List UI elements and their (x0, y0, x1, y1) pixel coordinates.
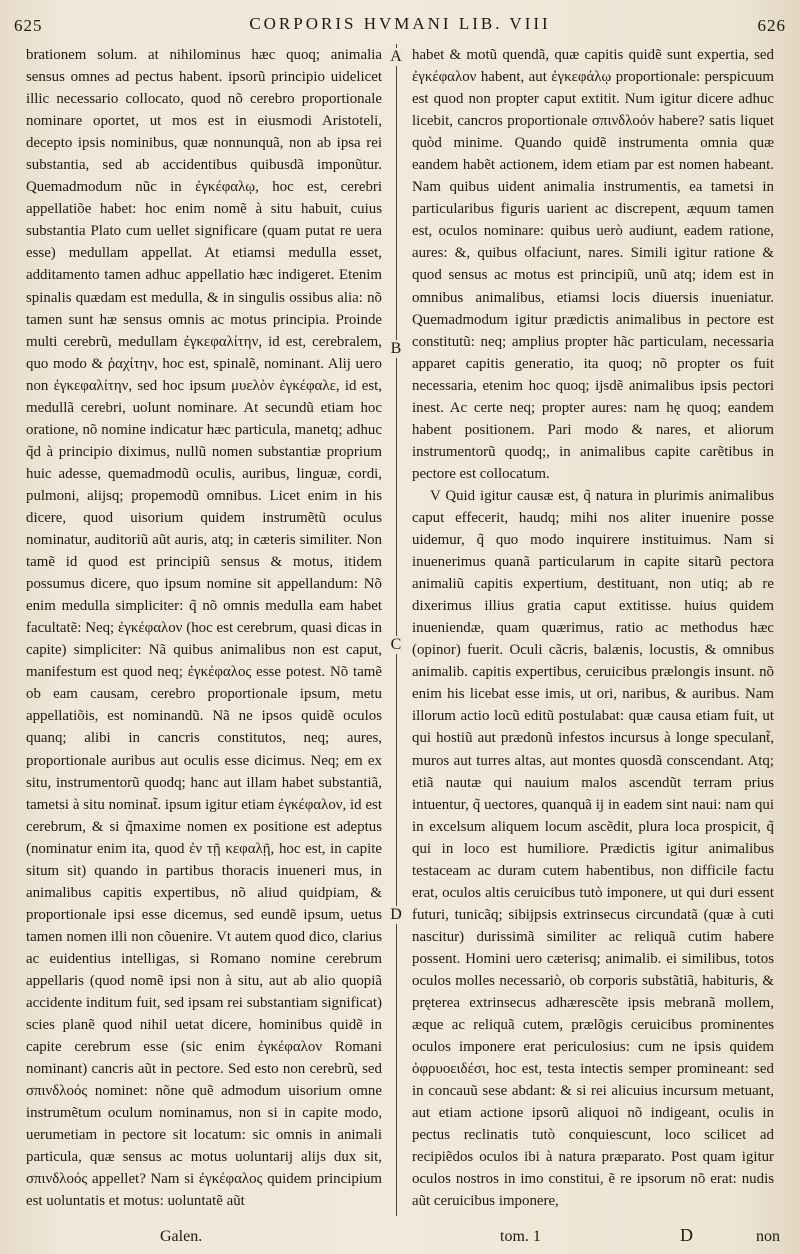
left-column-text: brationem solum. at nihilominus hæc quoq; animalia sensus omnes ad pectus habent. ipsorũ principio uidelicet illic necessario collocato, quod nõ cerebro proportionale nominare oportet, ut mos est in eiusmodi Aristoteli, decepto ipsis nominibus, quæ nonnunquã, non ab ipsa rei substantia, sed ab accidentibus quibusdã imponũtur. Quemadmodum nũc in ἐγκέφαλῳ, hoc est, cerebri appellatiõe habet: hoc enim nomẽ à situ habuit, cuius substantia Plato cum uellet significare (quam putat re uera esse) medullam appellat. At etiamsi medulla esset, additamento tamen adhuc appellatio hæc indigeret. Etenim spinalis quædam est medulla, & in singulis ossibus alia: nõ tamen sunt hæ sensus omnis ac motus principia. Proinde multi cerebrũ, medullam ἐγκεφαλίτην, id est, cerebralem, quo modo & ῥαχίτην, hoc est, spinalẽ, nominant. Alij uero non ἐγκεφαλίτην, sed hoc ipsum μυελὸν ἐγκέφαλε, id est, medullã cerebri, uolunt nominare. At secundũ etiam hoc oratione, nõ nomine indicatur hæc particula, manetq; adhuc q̃d à principio diximus, nullũ nomen substantiæ proprium huic adesse, quemadmodũ oculis, auribus, linguæ, cordi, pulmoni, alijsq; propemodũ omnibus. Licet enim in his dicere, quod uisorium quidem instrumẽtũ oculus nominatur, auditoriũ aũt auris, atq; in cæteris similiter. Non tamẽ id quod est principiũ sensus & motus, itidem possumus dicere, quo ipsum nomine sit appellandum: Nõ enim medulla simpliciter: q̃ nõ omnis medulla eam habet facultatẽ: Neq; ἐγκέφαλον (hoc est cerebrum, quasi dicas in capite) simpliciter: Nã quibus animalibus non est caput, manifestum est quod neq; ἐγκέφαλος esse potest. Nõ tamẽ ob eam causam, cerebro proportionale ipsum, metu appellatiõis, est nominandũ. Nã ne ipsos quidẽ oculos quanq; alibi in cancris constitutos, neq; aures, proportionale auribus aut oculis esse dicimus. Neq; em ex situ, instrumentorũ quodq; hanc aut illam habet substantiã, tametsi à situ nominat̃. ipsum igitur etiam ἐγκέφαλον, id est cerebrum, & si q̃maxime nomen ex positione est adeptus (nominatur enim ita, quod ἐν τῇ κεφαλῇ, hoc est, in capite situm sit) quando in partibus thoracis inueneri mus, in animalibus capitis expertibus, nõ aliud quidpiam, & proportionale ipsi esse dicemus, sed eundẽ ipsum, uetus tamen nomen illi non cõuenire. Vt autem quod dico, clarius ac euidentius intelligas, si Romano nomine cerebrum appellaris (quod nomẽ ipsi non à situ, aut ab alio quopiã accidente inditum fuit, sed ipsam rei substantiam significat) scies planẽ quod nihil uetat dicere, hominibus quidẽ in capite cerebrum esse (sic enim ἐγκέφαλον Romani nominant) cancris aũt in pectore. Sed esto non cerebrũ, sed σπινδλοός nominet: nõne quẽ admodum uisorium omne instrumẽtum oculum nominamus, non si in capite modo, uerumetiam in pectore sit locatum: sic omnis in animali particula, quæ sensus ac motus uoluntarij alijs dux sit, σπινδλοός appellet? Nam si ἐγκέφαλος quidem principium est uoluntatis et motus: uoluntatẽ aũt (26, 47, 382, 1210)
right-column (412, 44, 774, 1212)
margin-letter-b: B (388, 340, 404, 358)
column-divider (396, 44, 397, 1216)
left-column (26, 44, 382, 1212)
right-column-text-1: habet & motũ quendã, quæ capitis quidẽ sunt expertia, sed ἐγκέφαλον habent, aut ἐγκεφάλῳ proportionale: perspicuum est quod non propter caput extitit. Num igitur dicere adhuc licebit, cancros proportionale σπινδλοόν habere? satis liquet quòd minime. Quando quidẽ instrumenta omnia quæ eandem habẽt actionem, idem etiam par est nomen habeant. Nam quibus uident animalia instrumentis, ea tametsi in particularibus figuris uarient ac discrepent, æquum tamen est, oculos nominare: quibus uerò audiunt, eadem ratione, aures: &, quibus olfaciunt, nares. Simili igitur ratione & quod sensus ac motus est principiũ, unũ atq; idem est in omnibus animalibus, etiamsi locis diuersis inueniatur. Quemadmodum igitur prædictis animalibus in pectore est constitutũ: neq; amplius propter hãc particulam, necessaria apparet capitis generatio, ita quoq; nõ propter os fuit necessaria, etenim hoc quoq; ijsdẽ animalibus ipsis pectori inest. Ac certe neq; propter aures: nam hę quoq; eandem habent positionem. Pari modo & nares, et aliorum instrumentorũ quodq;, in animalibus capite carẽtibus in pectore est collocatum. (412, 47, 774, 482)
running-foot: Galen. (160, 1228, 203, 1245)
page-number-left: 625 (14, 16, 43, 35)
signature-mark: D (680, 1225, 693, 1245)
right-column-text-2: V Quid igitur causæ est, q̃ natura in plurimis animalibus caput effecerit, haudq; mihi nos aliter inuenire posse uidemur, q̃ quo modo inquirere instituimus. Nam si inuenerimus quanã particularum in capite sitarũ pectora animaliũ capitis expertium, destituant, non utiq; ab re dixerimus illius gratia caput extitisse. huius quidem inueniendæ, quam quærimus, ratio ac methodus hæc (opinor) fuerit. Oculi cãcris, balænis, locustis, & omnibus animalib. capitis expertibus, ceruicibus prælongis insunt. nõ enim his licebat esse imis, ut ori, naribus, & auribus. Nam illorum actio locũ editũ postulabat: quæ causa etiam fuit, ut qui hostiũ aut prædonũ infestos incursus à longe speculant̃, muros aut turres altas, aut montes quosdã conscendant. Atq; etiã nautæ qui nauium malos ascendũt terram prius intuentur, q̃ uectores, quanquã ij in eadem sint naui: nam qui in excelsum aliquem locum ascẽdit, plura loca prospicit, q̃ qui in loco est humiliore. Prædictis igitur animalibus testaceam ac duram cutem habentibus, non difficile factu erat, oculos altis ceruicibus tutò imponere, ut qui duri essent futuri, tunicãq; sibijpsis extrinsecus circundatã (quæ à cuti nascitur) durissimã similiter ac reliquã cutim habere possent. Homini uero cæterisq; animalib. ei similibus, totos oculos molles necessariò, ob corporis substãtiã, habituris, & pręterea extrinsecus adhærescẽte ipsis mebranã mollem, æque ac reliquã cutem, prælõgis ceruicibus prominentes oculos imponere erat periculosius: cum ne ipsis quidem ὀφρυοειδέσι, hoc est, testa intectis semper promineant: sed in concauũ sese abdant: & si rei alicuius incursum metuant, aut etiam actione ipsorũ aliquoi nõ indigeant, oculis in pectus reclinatis tutò conquiescunt, loco scilicet ad recipiẽdos oculos ibi à natura præparato. Post quam igitur oculos nostros in imo constitui, ẽ re ipsorum nõ erat: nudis aũt ceruicibus imponere, (412, 487, 774, 1210)
page-number-right: 626 (757, 16, 786, 35)
margin-letter-c: C (388, 636, 404, 654)
volume-mark: tom. 1 (500, 1228, 541, 1245)
margin-letter-d: D (388, 906, 404, 924)
running-title: CORPORIS HVMANI LIB. VIII (249, 14, 551, 33)
margin-letter-a: A (388, 48, 404, 66)
catchword: non (756, 1228, 780, 1245)
